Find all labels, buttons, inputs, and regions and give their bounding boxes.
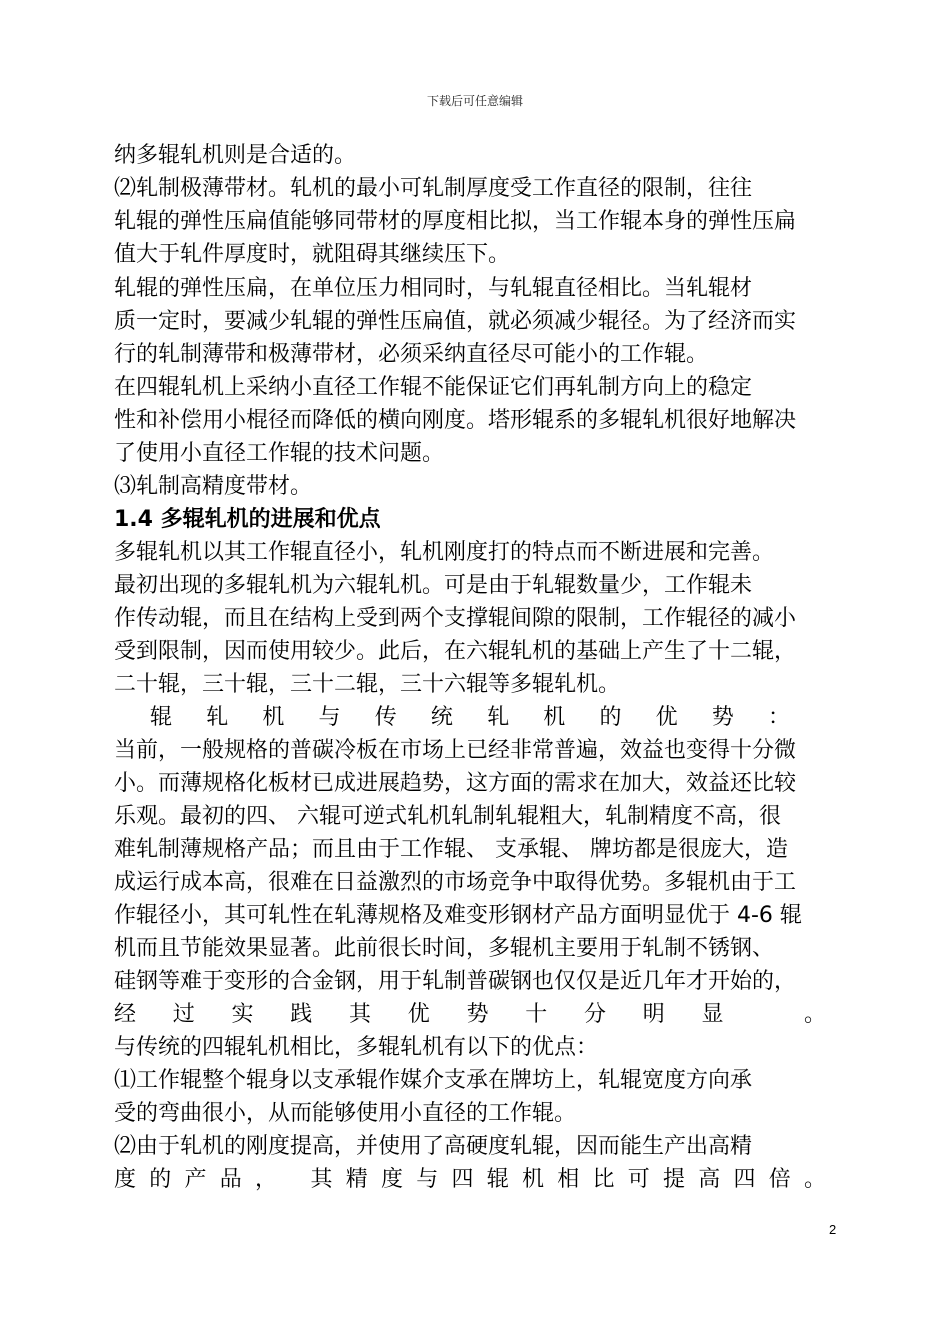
text-line: 了使用小直径工作辊的技术问题。 [114,441,445,466]
text-line: 轧辊的弹性压扁值能够同带材的厚度相比拟，当工作辊本身的弹性压扁 [114,209,797,234]
text-line: 当前，一般规格的普碳冷板在市场上已经非常普遍，效益也变得十分微 [114,738,797,763]
text-line: 值大于轧件厚度时，就阻碍其继续压下。 [114,242,511,267]
text-line: 在四辊轧机上采纳小直径工作辊不能保证它们再轧制方向上的稳定 [114,375,753,400]
text-line: 轧辊的弹性压扁，在单位压力相同时，与轧辊直径相比。当轧辊材 [114,276,753,301]
text-line: 受到限制，因而使用较少。此后，在六辊轧机的基础上产生了十二辊， [114,639,797,664]
text-line: 作辊径小，其可轧性在轧薄规格及难变形钢材产品方面明显优于 4-6 辊 [114,903,802,928]
text-line: 硅钢等难于变形的合金钢，用于轧制普碳钢也仅仅是近几年才开始的， [114,969,797,994]
text-line: 多辊轧机以其工作辊直径小，轧机刚度打的特点而不断进展和完善。 [114,540,775,565]
text-line: 性和补偿用小棍径而降低的横向刚度。塔形辊系的多辊轧机很好地解决 [114,408,797,433]
text-line: 辊轧机与传统轧机的优势： [150,705,790,730]
text-line: 经过实践其优势十分明显 。 [114,1002,826,1027]
text-line: 受的弯曲很小，从而能够使用小直径的工作辊。 [114,1101,577,1126]
text-line: 小。而薄规格化板材已成进展趋势，这方面的需求在加大，效益还比较 [114,771,797,796]
text-line: 作传动辊，而且在结构上受到两个支撑辊间隙的限制，工作辊径的减小 [114,606,797,631]
text-line: 纳多辊轧机则是合适的。 [114,143,357,168]
page-number: 2 [829,1222,837,1237]
text-line: ⑵由于轧机的刚度提高，并使用了高硬度轧辊，因而能生产出高精 [114,1134,753,1159]
text-line: 质一定时，要减少轧辊的弹性压扁值，就必须减少辊径。为了经济而实 [114,309,797,334]
text-line: 难轧制薄规格产品；而且由于工作辊、 支承辊、 牌坊都是很庞大，造 [114,837,788,862]
text-line: 与传统的四辊轧机相比，多辊轧机有以下的优点： [114,1035,599,1060]
text-line: 二十辊，三十辊，三十二辊，三十六辊等多辊轧机。 [114,672,621,697]
text-line: 成运行成本高，很难在日益激烈的市场竞争中取得优势。多辊机由于工 [114,870,797,895]
section-heading: 1.4 多辊轧机的进展和优点 [114,507,381,532]
text-line: ⑴工作辊整个辊身以支承辊作媒介支承在牌坊上，轧辊宽度方向承 [114,1068,753,1093]
text-line: 乐观。最初的四、 六辊可逆式轧机轧制轧辊粗大，轧制精度不高，很 [114,804,781,829]
page-header: 下载后可任意编辑 [426,94,523,108]
text-line: 度的产品， 其精度与四辊机相比可提高四倍。 [114,1167,826,1192]
text-line: 行的轧制薄带和极薄带材，必须采纳直径尽可能小的工作辊。 [114,342,709,367]
text-line: ⑶轧制高精度带材。 [114,474,313,499]
text-line: 机而且节能效果显著。此前很长时间，多辊机主要用于轧制不锈钢、 [114,936,775,961]
text-line: ⑵轧制极薄带材。轧机的最小可轧制厚度受工作直径的限制，往往 [114,176,753,201]
text-line: 最初出现的多辊轧机为六辊轧机。可是由于轧辊数量少，工作辊未 [114,573,753,598]
